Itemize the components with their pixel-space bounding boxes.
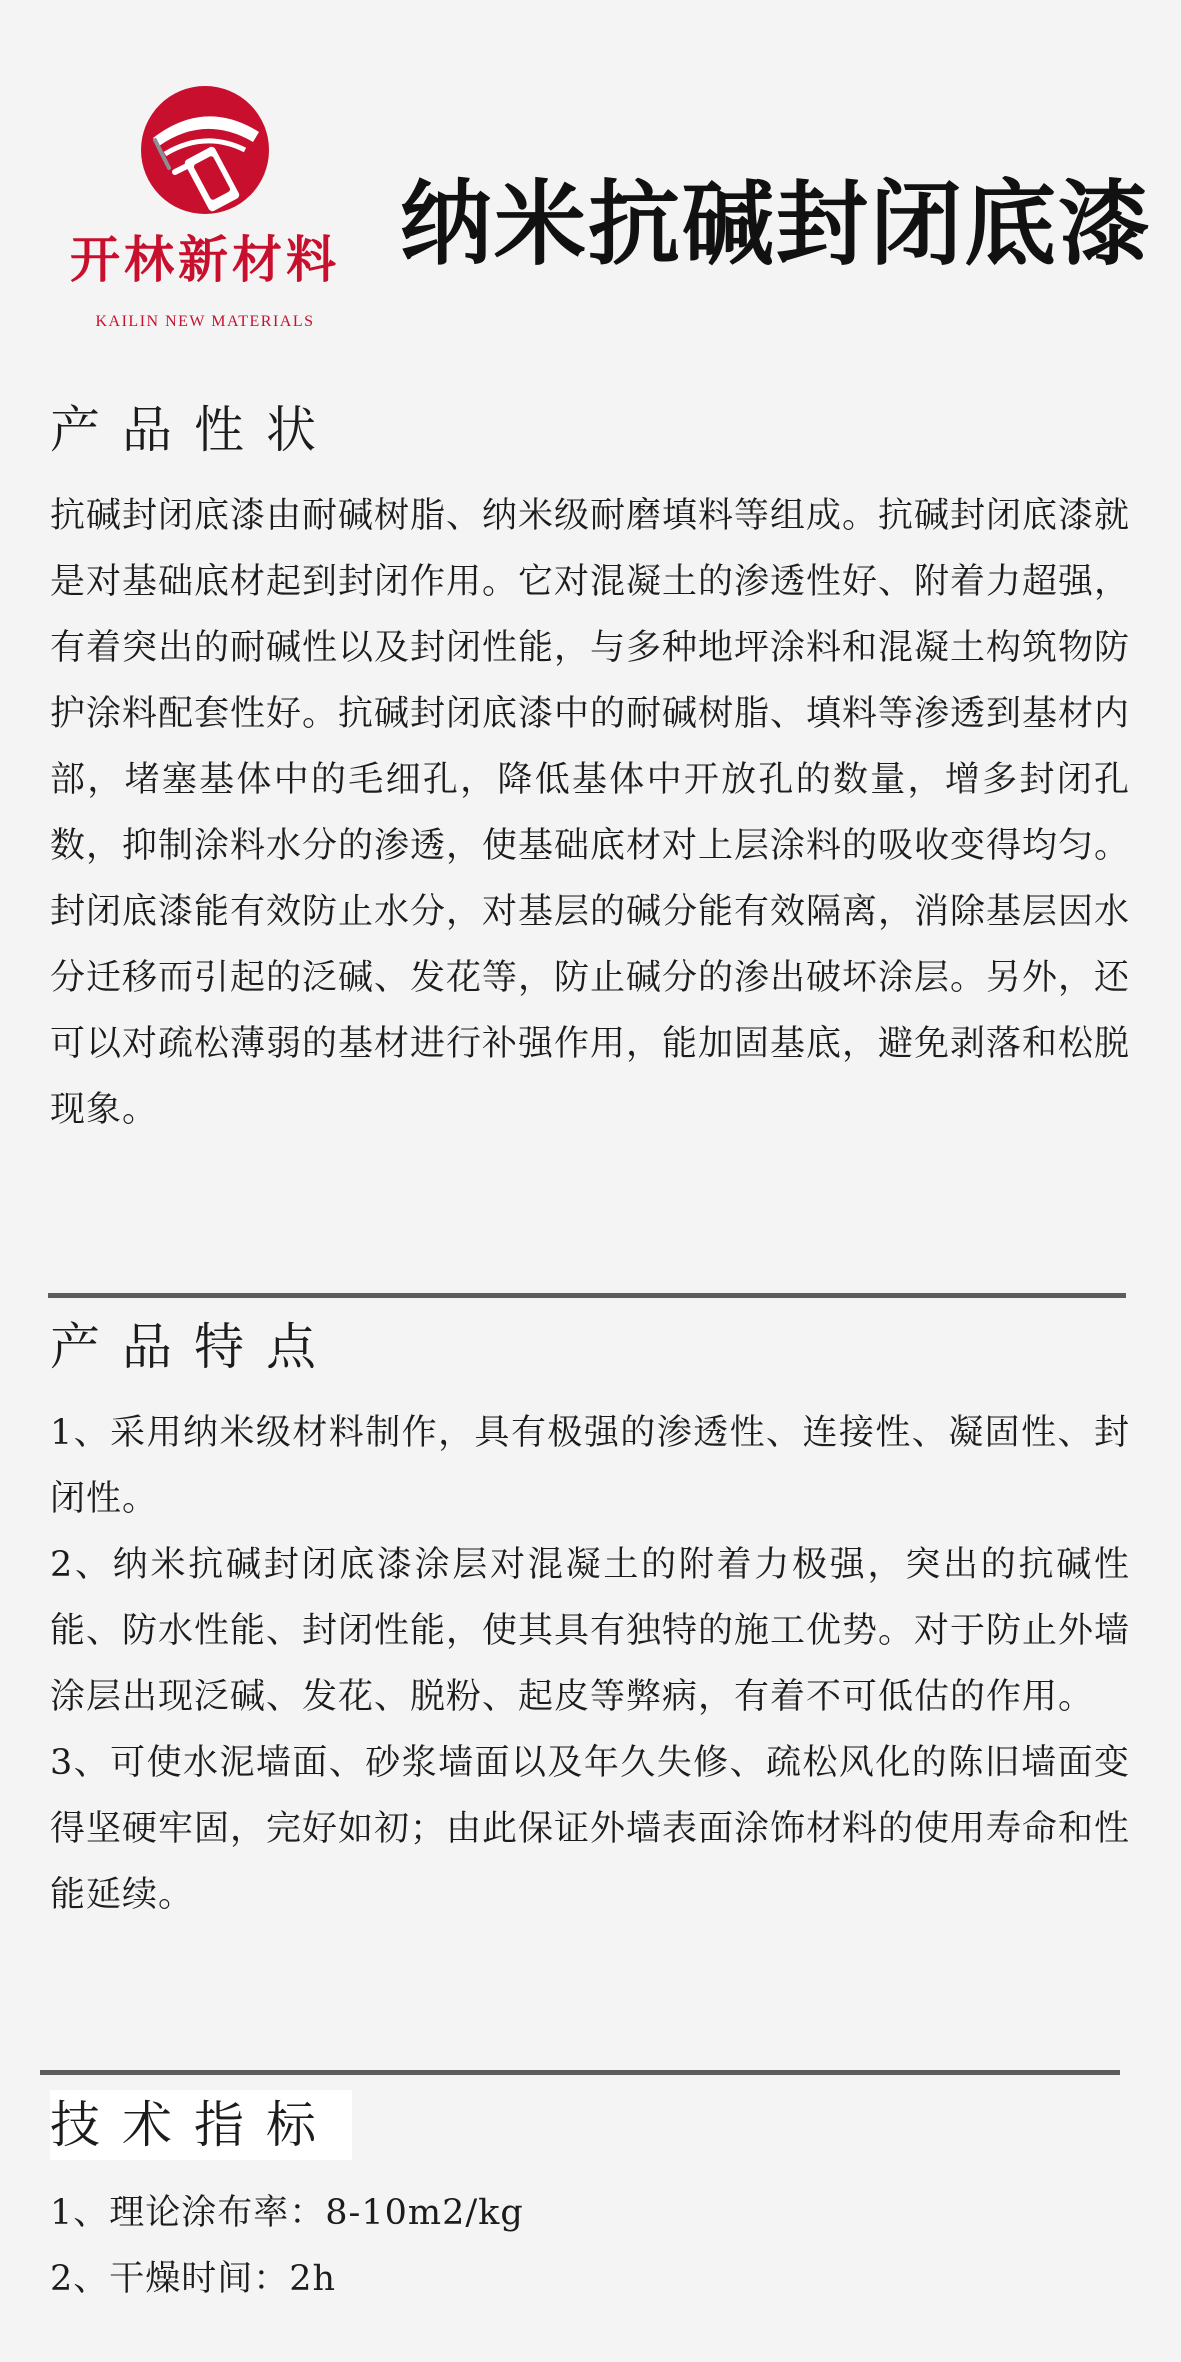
section-heading-specs-text: 技术指标 (50, 2090, 352, 2160)
divider-2 (40, 2070, 1120, 2075)
section-heading-features: 产品特点 (50, 1318, 338, 1376)
spec-item-drying-time: 2、干燥时间：2h (50, 2259, 337, 2299)
feature-item-3: 3、可使水泥墙面、砂浆墙面以及年久失修、疏松风化的陈旧墙面变得坚硬牢固，完好如初；由此保证外墙表面涂饰材料的使用寿命和性能延续。 (50, 1743, 1131, 1915)
paragraph-properties-1: 抗碱封闭底漆由耐碱树脂、纳米级耐磨填料等组成。抗碱封闭底漆就是对基础底材起到封闭作用。它对混凝土的渗透性好、附着力超强，有着突出的耐碱性以及封闭性能，与多种地坪涂料和混凝土构筑物防护涂料配套性好。抗碱封闭底漆中的耐碱树脂、填料等渗透到基材内部，堵塞基体中的毛细孔，降低基体中开放孔的数量，增多封闭孔数，抑制涂料水分的渗透，使基础底材对上层涂料的吸收变得均匀。 (50, 496, 1131, 866)
section-heading-properties: 产品性状 (50, 401, 338, 459)
brand-name-en: KAILIN NEW MATERIALS (95, 313, 315, 330)
feature-item-1: 1、采用纳米级材料制作，具有极强的渗透性、连接性、凝固性、封闭性。 (50, 1413, 1130, 1519)
section-heading-specs (50, 2090, 1130, 2160)
section-specs (50, 2090, 1130, 2312)
paragraph-properties-2: 封闭底漆能有效防止水分，对基层的碱分能有效隔离，消除基层因水分迁移而引起的泛碱、发花等，防止碱分的渗出破坏涂层。另外，还可以对疏松薄弱的基材进行补强作用，能加固基底，避免剥落和松脱现象。 (50, 892, 1131, 1130)
section-properties (50, 395, 1130, 1143)
header (0, 0, 1181, 360)
product-title: 纳米抗碱封闭底漆 (400, 171, 1153, 278)
feature-item-2: 2、纳米抗碱封闭底漆涂层对混凝土的附着力极强，突出的抗碱性能、防水性能、封闭性能，使其具有独特的施工优势。对于防止外墙涂层出现泛碱、发花、脱粉、起皮等弊病，有着不可低估的作用。 (50, 1545, 1131, 1717)
brand-name-cn: 开林新材料 (70, 231, 340, 289)
spec-item-coverage: 1、理论涂布率：8-10m2/kg (50, 2193, 524, 2233)
section-features (50, 1312, 1130, 1928)
brand-logo (50, 80, 360, 340)
divider-1 (48, 1293, 1126, 1298)
roller-brush-logo-icon (135, 80, 275, 220)
